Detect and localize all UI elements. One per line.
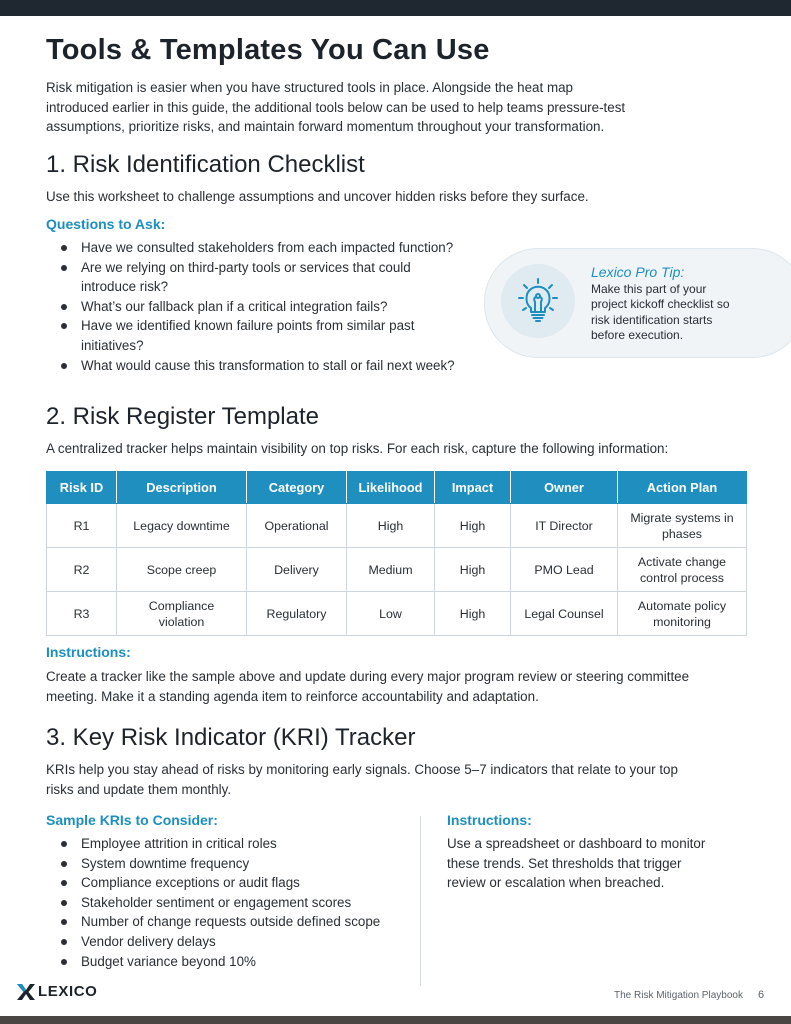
kri-instructions-paragraph xyxy=(447,834,705,893)
table-cell: Operational xyxy=(247,504,347,548)
intro-line: introduced earlier in this guide, the additional tools below can be used to help teams pressure-test xyxy=(46,99,626,115)
column-header: Category xyxy=(247,472,347,504)
table-cell: Compliance violation xyxy=(117,592,247,636)
kri-list xyxy=(46,834,416,971)
tip-body-line: before execution. xyxy=(591,328,684,343)
list-item-text: Are we relying on third-party tools or services that could xyxy=(81,259,411,275)
table-cell: Regulatory xyxy=(247,592,347,636)
description-line: risks and update them monthly. xyxy=(46,781,232,797)
logo-text: LEXICO xyxy=(38,983,98,1000)
column-header: Impact xyxy=(435,472,511,504)
column-header: Action Plan xyxy=(618,472,747,504)
table-cell: R3 xyxy=(47,592,117,636)
instructions-heading: Instructions: xyxy=(46,644,131,660)
list-item: System downtime frequency xyxy=(46,854,416,874)
instructions-line: meeting. Make it a standing agenda item to reinforce accountability and adaptation. xyxy=(46,688,539,704)
table-cell: R2 xyxy=(47,548,117,592)
page-number: 6 xyxy=(758,989,765,1001)
section-description: Use this worksheet to challenge assumptions and uncover hidden risks before they surface. xyxy=(46,189,589,204)
lightbulb-icon xyxy=(511,274,565,328)
list-item-text: introduce risk? xyxy=(81,279,169,295)
table-cell: High xyxy=(435,504,511,548)
questions-list xyxy=(46,238,486,375)
table-row xyxy=(47,548,747,592)
intro-line: Risk mitigation is easier when you have structured tools in place. Alongside the heat map xyxy=(46,80,573,95)
page-title: Tools & Templates You Can Use xyxy=(46,34,490,66)
table-cell: High xyxy=(347,504,435,548)
section-heading-risk-identification: 1. Risk Identification Checklist xyxy=(46,151,365,178)
list-item: Stakeholder sentiment or engagement scores xyxy=(46,893,416,913)
bottom-bar xyxy=(0,1016,791,1024)
table-cell: Scope creep xyxy=(117,548,247,592)
table-cell: Legacy downtime xyxy=(117,504,247,548)
list-item: Number of change requests outside defined scope xyxy=(46,912,416,932)
list-item-text: What would cause this transformation to stall or fail next week? xyxy=(81,357,455,373)
intro-paragraph xyxy=(46,78,625,137)
list-item xyxy=(46,356,486,376)
footer-document-title: The Risk Mitigation Playbook xyxy=(614,990,743,1001)
column-header: Risk ID xyxy=(47,472,117,504)
list-item-text: initiatives? xyxy=(81,337,144,353)
list-item xyxy=(46,258,486,297)
tip-title: Lexico Pro Tip: xyxy=(591,264,685,280)
list-item xyxy=(46,297,486,317)
tip-body-line: project kickoff checklist so xyxy=(591,297,730,312)
instructions-line: Use a spreadsheet or dashboard to monitor xyxy=(447,836,706,851)
section-heading-kri-tracker: 3. Key Risk Indicator (KRI) Tracker xyxy=(46,724,416,751)
risk-register-table xyxy=(46,471,747,636)
questions-heading: Questions to Ask: xyxy=(46,216,166,232)
table-cell: Low xyxy=(347,592,435,636)
kri-instructions-heading: Instructions: xyxy=(447,812,532,828)
lexico-logo-mark-icon xyxy=(16,982,36,1002)
table-row xyxy=(47,592,747,636)
list-item xyxy=(46,238,486,258)
table-cell: PMO Lead xyxy=(511,548,618,592)
table-cell: IT Director xyxy=(511,504,618,548)
list-item: Vendor delivery delays xyxy=(46,932,416,952)
table-cell: Migrate systems in phases xyxy=(618,504,747,548)
table-cell: R1 xyxy=(47,504,117,548)
table-cell: Delivery xyxy=(247,548,347,592)
intro-line: assumptions, prioritize risks, and maintain forward momentum throughout your transformation. xyxy=(46,119,605,135)
table-row xyxy=(47,504,747,548)
section-heading-risk-register: 2. Risk Register Template xyxy=(46,403,319,430)
list-item-text: What’s our fallback plan if a critical integration fails? xyxy=(81,298,388,314)
list-item-text: Have we identified known failure points from similar past xyxy=(81,318,415,334)
table-cell: Activate change control process xyxy=(618,548,747,592)
column-header: Likelihood xyxy=(347,472,435,504)
list-item: Employee attrition in critical roles xyxy=(46,834,416,854)
column-header: Description xyxy=(117,472,247,504)
table-header-row xyxy=(47,472,747,504)
column-header: Owner xyxy=(511,472,618,504)
tip-body-line: Make this part of your xyxy=(591,282,707,296)
table-cell: Medium xyxy=(347,548,435,592)
lexico-logo xyxy=(16,982,116,1002)
table-cell: High xyxy=(435,592,511,636)
list-item xyxy=(46,316,486,355)
tip-body xyxy=(591,282,771,344)
list-item-text: Have we consulted stakeholders from each impacted function? xyxy=(81,240,454,255)
table-cell: Automate policy monitoring xyxy=(618,592,747,636)
instructions-paragraph xyxy=(46,667,689,706)
column-divider xyxy=(420,816,421,986)
table-cell: High xyxy=(435,548,511,592)
instructions-line: Create a tracker like the sample above and update during every major program review or steering committee xyxy=(46,669,690,684)
tip-body-line: risk identification starts xyxy=(591,312,713,327)
instructions-line: review or escalation when breached. xyxy=(447,875,665,891)
instructions-line: these trends. Set thresholds that trigger xyxy=(447,855,682,871)
top-bar xyxy=(0,0,791,16)
table-cell: Legal Counsel xyxy=(511,592,618,636)
kri-heading: Sample KRIs to Consider: xyxy=(46,812,218,828)
section-description xyxy=(46,760,678,799)
description-line: KRIs help you stay ahead of risks by monitoring early signals. Choose 5–7 indicators that relate to your top xyxy=(46,762,678,777)
list-item: Budget variance beyond 10% xyxy=(46,952,416,972)
list-item: Compliance exceptions or audit flags xyxy=(46,873,416,893)
section-description: A centralized tracker helps maintain visibility on top risks. For each risk, capture the following information: xyxy=(46,441,669,456)
